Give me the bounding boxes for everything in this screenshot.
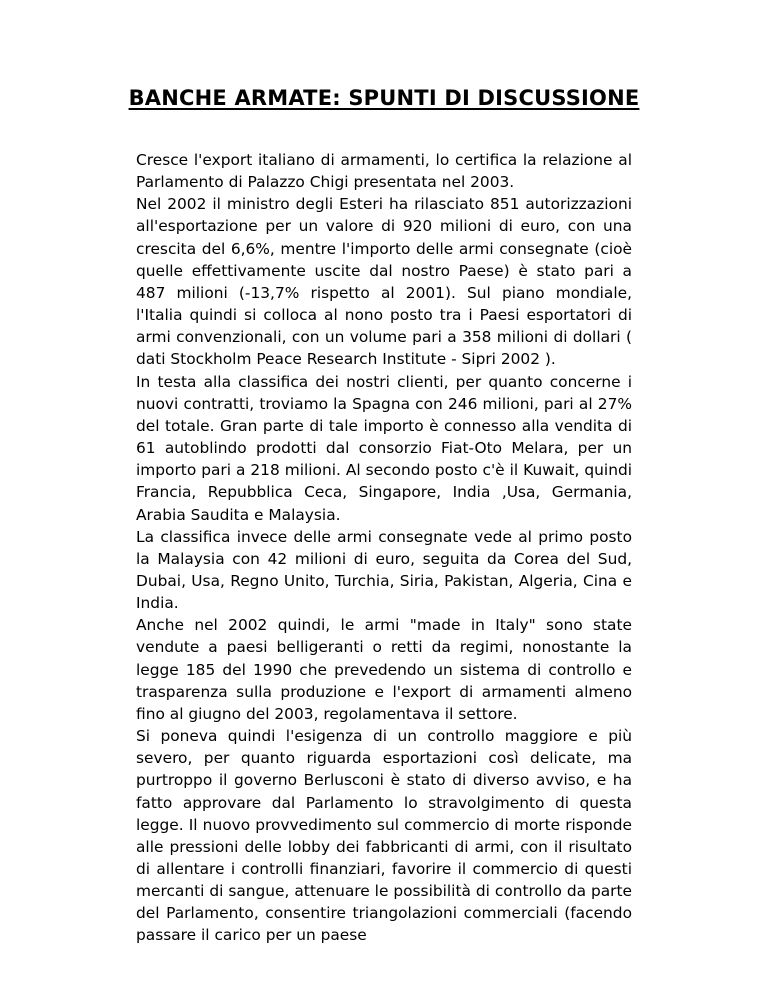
paragraph: Si poneva quindi l'esigenza di un controllo maggiore e più severo, per quanto riguarda esportazioni così delicate, ma purtroppo il governo Berlusconi è stato di diverso avviso, e ha fatto approvare dal Parlamento lo stravolgimento di questa legge. Il nuovo provvedimento sul commercio di morte risponde alle pressioni delle lobby dei fabbricanti di armi, con il risultato di allentare i controlli finanziari, favorire il commercio di questi mercanti di sangue, attenuare le possibilità di controllo da parte del Parlamento, consentire triangolazioni commerciali (facendo passare il carico per un paese [136,727,632,945]
document-body [136,149,632,947]
document-title: BANCHE ARMATE: SPUNTI DI DISCUSSIONE [128,86,640,110]
paragraph: Nel 2002 il ministro degli Esteri ha rilasciato 851 autorizzazioni all'esportazione per un valore di 920 milioni di euro, con una crescita del 6,6%, mentre l'importo delle armi consegnate (cioè quelle effettivamente uscite dal nostro Paese) è stato pari a 487 milioni (-13,7% rispetto al 2001). Sul piano mondiale, l'Italia quindi si colloca al nono posto tra i Paesi esportatori di armi convenzionali, con un volume pari a 358 milioni di dollari ( dati Stockholm Peace Research Institute - Sipri 2002 ). [136,195,632,369]
paragraph: Anche nel 2002 quindi, le armi "made in Italy" sono state vendute a paesi belligeranti o retti da regimi, nonostante la legge 185 del 1990 che prevedendo un sistema di controllo e trasparenza sulla produzione e l'export di armamenti almeno fino al giugno del 2003, regolamentava il settore. [136,616,632,723]
paragraph: In testa alla classifica dei nostri clienti, per quanto concerne i nuovi contratti, troviamo la Spagna con 246 milioni, pari al 27% del totale. Gran parte di tale importo è connesso alla vendita di 61 autoblindo prodotti dal consorzio Fiat-Oto Melara, per un importo pari a 218 milioni. Al secondo posto c'è il Kuwait, quindi Francia, Repubblica Ceca, Singapore, India ,Usa, Germania, Arabia Saudita e Malaysia. [136,372,632,524]
paragraph: Cresce l'export italiano di armamenti, lo certifica la relazione al Parlamento di Palazzo Chigi presentata nel 2003. [136,151,632,192]
paragraph: La classifica invece delle armi consegnate vede al primo posto la Malaysia con 42 milioni di euro, seguita da Corea del Sud, Dubai, Usa, Regno Unito, Turchia, Siria, Pakistan, Algeria, Cina e India. [136,527,632,613]
